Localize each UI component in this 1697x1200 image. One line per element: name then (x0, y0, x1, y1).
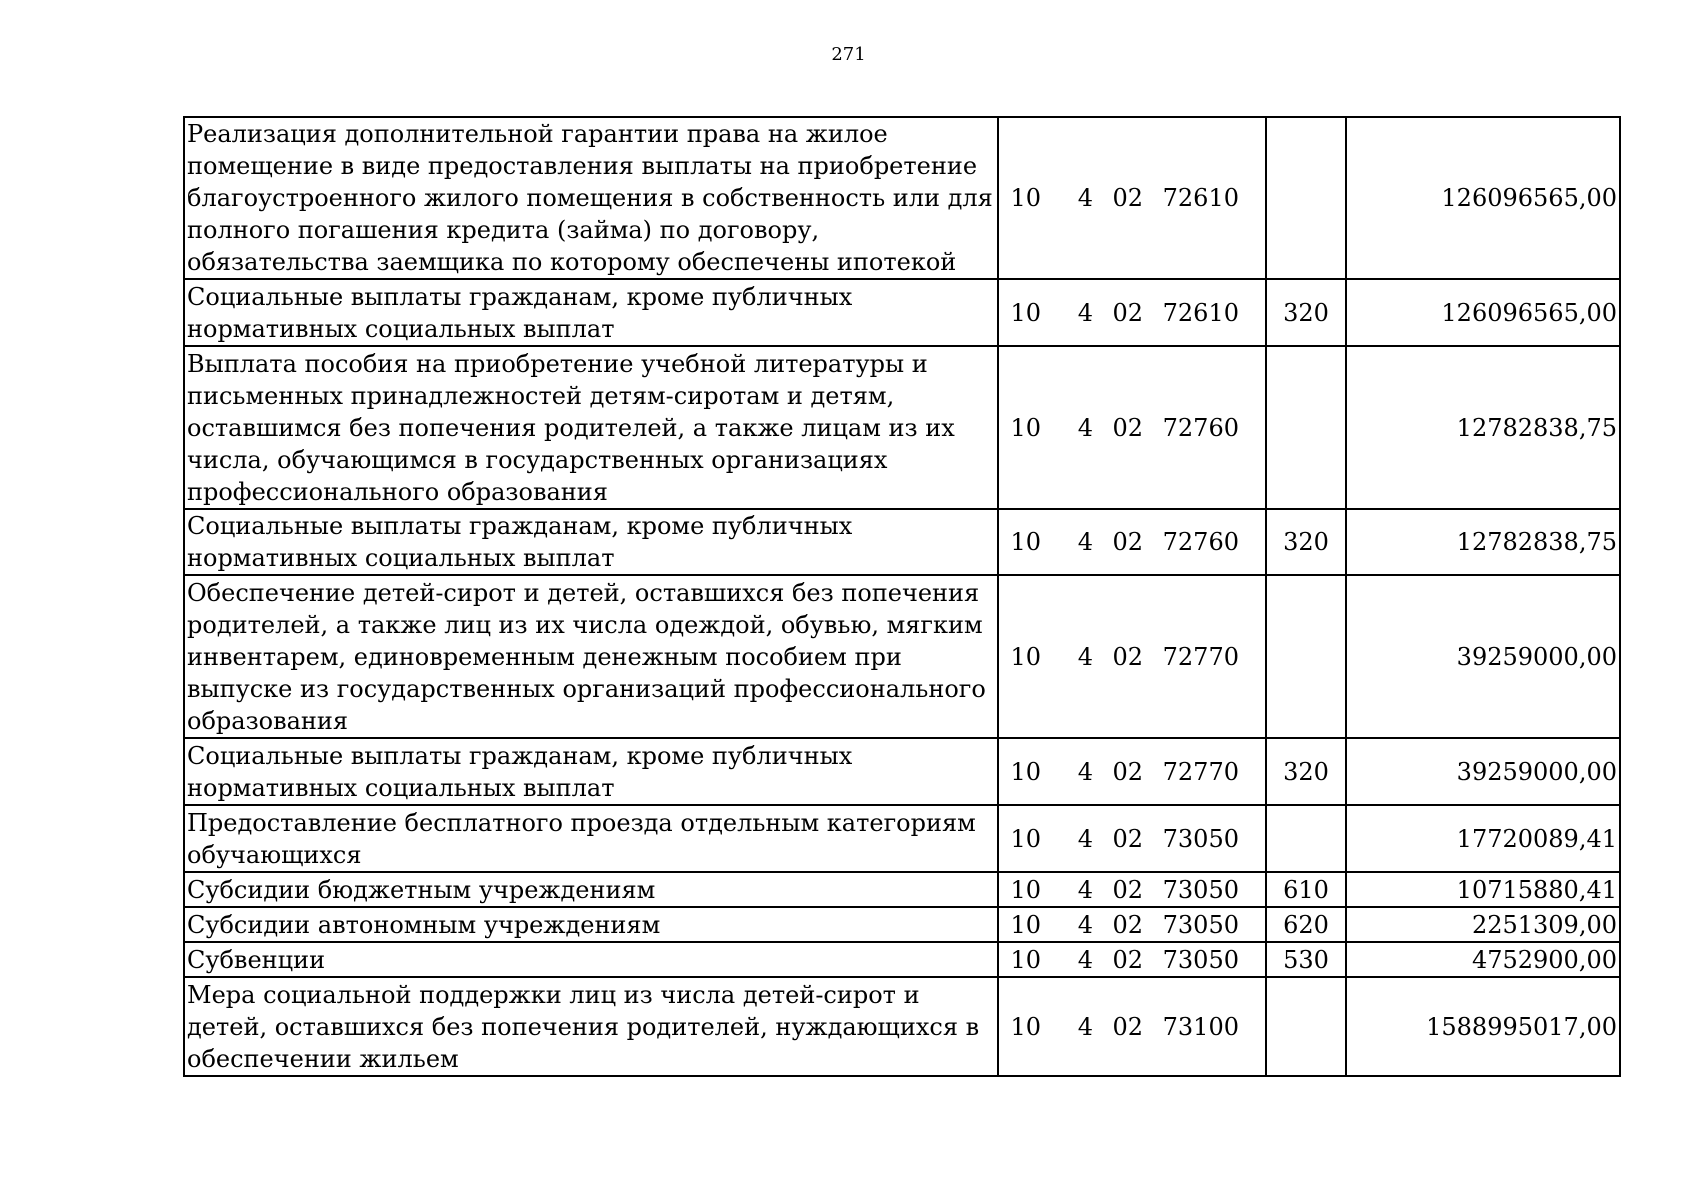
direction-code: 73100 (1162, 1012, 1239, 1041)
program-code: 02 (1112, 184, 1143, 212)
direction-code: 73050 (1162, 910, 1239, 939)
expense-type-code (1266, 977, 1346, 1076)
subsection-code: 4 (1077, 910, 1093, 939)
section-code: 10 (1010, 945, 1041, 974)
expense-type-code (1266, 117, 1346, 279)
row-description: Социальные выплаты гражданам, кроме публичных нормативных социальных выплат (184, 509, 998, 575)
direction-code: 72770 (1162, 642, 1239, 671)
section-code: 10 (1010, 910, 1041, 939)
program-code: 02 (1112, 875, 1143, 904)
program-code: 02 (1112, 528, 1143, 556)
expense-type-code (1266, 805, 1346, 872)
row-description: Предоставление бесплатного проезда отдельным категориям обучающихся (184, 805, 998, 872)
program-code: 02 (1112, 824, 1143, 853)
row-codes (998, 509, 1266, 575)
row-codes (998, 279, 1266, 346)
section-code: 10 (1010, 642, 1041, 671)
page-number: 271 (831, 44, 866, 65)
amount: 1588995017,00 (1346, 977, 1620, 1076)
table-row (184, 738, 1620, 805)
direction-code: 73050 (1162, 945, 1239, 974)
section-code: 10 (1010, 757, 1041, 786)
section-code: 10 (1010, 1012, 1041, 1041)
subsection-code: 4 (1077, 945, 1093, 974)
amount: 126096565,00 (1346, 279, 1620, 346)
row-description: Мера социальной поддержки лиц из числа детей-сирот и детей, оставшихся без попечения родителей, нуждающихся в обеспечении жильем (184, 977, 998, 1076)
direction-code: 73050 (1162, 824, 1239, 853)
section-code: 10 (1010, 875, 1041, 904)
row-description: Реализация дополнительной гарантии права на жилое помещение в виде предоставления выплаты на приобретение благоустроенного жилого помещения в собственность или для полного погашения кредита (займа) по договору, обязательства заемщика по которому обеспечены ипотекой (184, 117, 998, 279)
expense-type-code: 610 (1266, 872, 1346, 907)
row-description: Субсидии бюджетным учреждениям (184, 872, 998, 907)
table-row (184, 117, 1620, 279)
program-code: 02 (1112, 1012, 1143, 1041)
direction-code: 72610 (1162, 184, 1239, 212)
subsection-code: 4 (1077, 298, 1093, 327)
expense-type-code: 530 (1266, 942, 1346, 977)
program-code: 02 (1112, 910, 1143, 939)
table-row (184, 575, 1620, 738)
budget-table (183, 116, 1621, 1077)
amount: 4752900,00 (1346, 942, 1620, 977)
table-row (184, 942, 1620, 977)
amount: 17720089,41 (1346, 805, 1620, 872)
section-code: 10 (1010, 298, 1041, 327)
expense-type-code: 320 (1266, 738, 1346, 805)
expense-type-code (1266, 346, 1346, 509)
program-code: 02 (1112, 642, 1143, 671)
row-codes (998, 346, 1266, 509)
table-row (184, 509, 1620, 575)
amount: 39259000,00 (1346, 738, 1620, 805)
amount: 39259000,00 (1346, 575, 1620, 738)
row-codes (998, 117, 1266, 279)
amount: 126096565,00 (1346, 117, 1620, 279)
program-code: 02 (1112, 298, 1143, 327)
expense-type-code: 620 (1266, 907, 1346, 942)
amount: 12782838,75 (1346, 346, 1620, 509)
subsection-code: 4 (1077, 757, 1093, 786)
expense-type-code: 320 (1266, 509, 1346, 575)
subsection-code: 4 (1077, 1012, 1093, 1041)
direction-code: 72610 (1162, 298, 1239, 327)
direction-code: 72760 (1162, 413, 1239, 442)
row-codes (998, 872, 1266, 907)
row-description: Социальные выплаты гражданам, кроме публичных нормативных социальных выплат (184, 738, 998, 805)
row-codes (998, 907, 1266, 942)
section-code: 10 (1010, 824, 1041, 853)
table-row (184, 279, 1620, 346)
program-code: 02 (1112, 945, 1143, 974)
section-code: 10 (1010, 184, 1041, 212)
table-row (184, 805, 1620, 872)
program-code: 02 (1112, 413, 1143, 442)
subsection-code: 4 (1077, 642, 1093, 671)
subsection-code: 4 (1077, 184, 1093, 212)
expense-type-code: 320 (1266, 279, 1346, 346)
row-codes (998, 738, 1266, 805)
amount: 2251309,00 (1346, 907, 1620, 942)
direction-code: 72770 (1162, 757, 1239, 786)
row-codes (998, 942, 1266, 977)
row-description: Социальные выплаты гражданам, кроме публичных нормативных социальных выплат (184, 279, 998, 346)
row-codes (998, 805, 1266, 872)
table-row (184, 907, 1620, 942)
amount: 12782838,75 (1346, 509, 1620, 575)
row-description: Субсидии автономным учреждениям (184, 907, 998, 942)
section-code: 10 (1010, 528, 1041, 556)
section-code: 10 (1010, 413, 1041, 442)
direction-code: 72760 (1162, 528, 1239, 556)
row-description: Обеспечение детей-сирот и детей, оставшихся без попечения родителей, а также лиц из их числа одеждой, обувью, мягким инвентарем, единовременным денежным пособием при выпуске из государственных организаций профессионального образования (184, 575, 998, 738)
direction-code: 73050 (1162, 875, 1239, 904)
subsection-code: 4 (1077, 824, 1093, 853)
row-codes (998, 977, 1266, 1076)
expense-type-code (1266, 575, 1346, 738)
program-code: 02 (1112, 757, 1143, 786)
table-row (184, 977, 1620, 1076)
row-description: Субвенции (184, 942, 998, 977)
row-codes (998, 575, 1266, 738)
amount: 10715880,41 (1346, 872, 1620, 907)
subsection-code: 4 (1077, 875, 1093, 904)
row-description: Выплата пособия на приобретение учебной литературы и письменных принадлежностей детям-сиротам и детям, оставшимся без попечения родителей, а также лицам из их числа, обучающимся в государственных организациях профессионального образования (184, 346, 998, 509)
subsection-code: 4 (1077, 413, 1093, 442)
table-row (184, 346, 1620, 509)
subsection-code: 4 (1077, 528, 1093, 556)
table-row (184, 872, 1620, 907)
